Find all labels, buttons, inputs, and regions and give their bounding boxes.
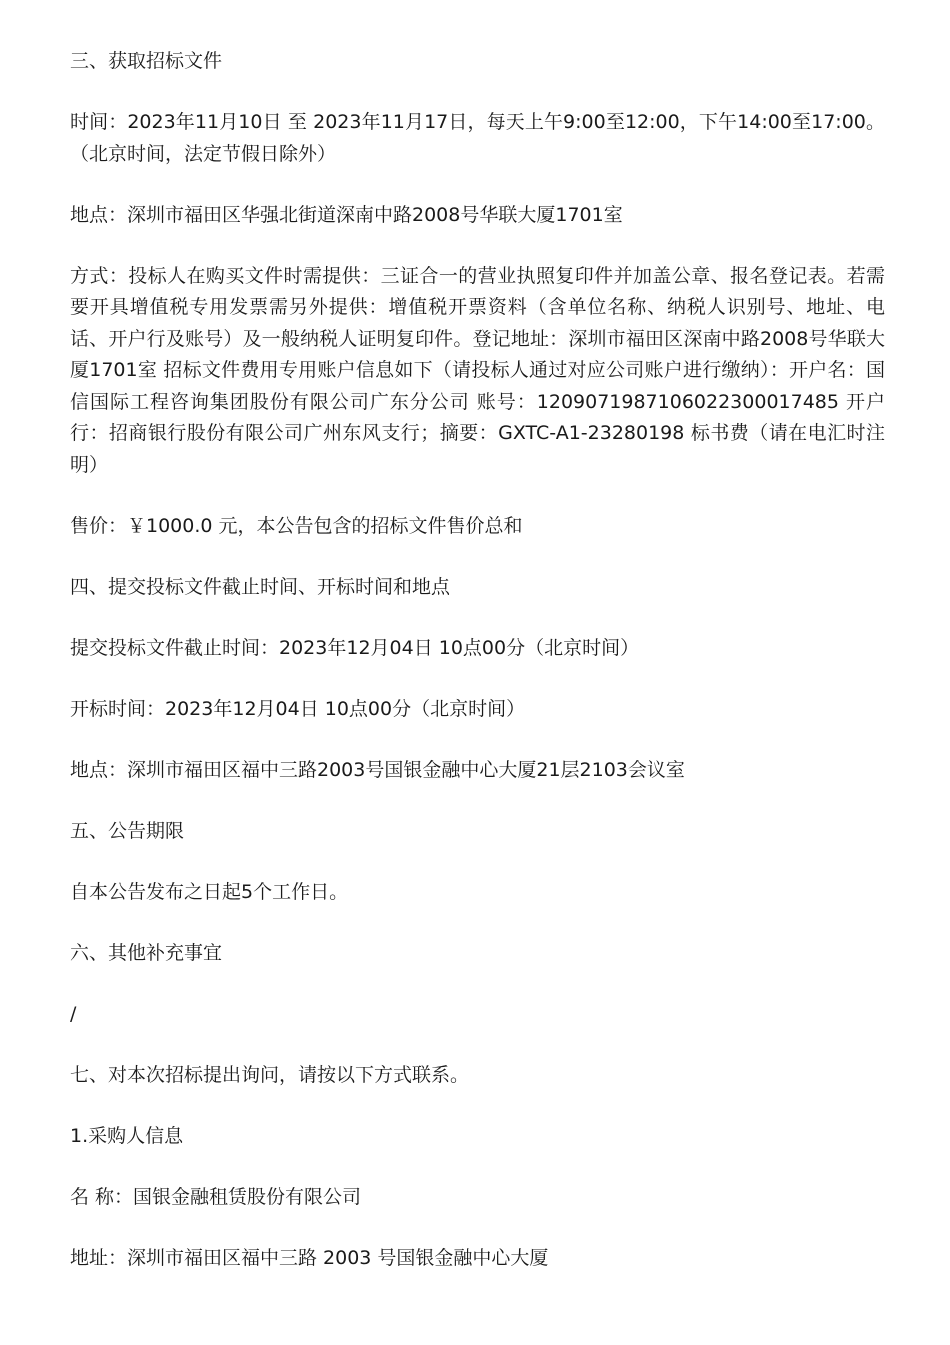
- purchaser-name: 名 称：国银金融租赁股份有限公司: [70, 1185, 362, 1208]
- purchaser-address: 地址：深圳市福田区福中三路 2003 号国银金融中心大厦: [70, 1246, 549, 1269]
- section-5-heading: 五、公告期限: [70, 819, 185, 842]
- section-7-heading: 七、对本次招标提出询问，请按以下方式联系。: [70, 1063, 470, 1086]
- section-7-subheading: 1.采购人信息: [70, 1124, 184, 1147]
- section-3-location: 地点：深圳市福田区华强北街道深南中路2008号华联大厦1701室: [70, 203, 623, 226]
- section-5-content: 自本公告发布之日起5个工作日。: [70, 880, 349, 903]
- section-4-location: 地点：深圳市福田区福中三路2003号国银金融中心大厦21层2103会议室: [70, 758, 685, 781]
- section-3-method: 方式：投标人在购买文件时需提供：三证合一的营业执照复印件并加盖公章、报名登记表。若需要开具增值税专用发票需另外提供：增值税开票资料（含单位名称、纳税人识别号、地址、电话、开户行及账号）及一般纳税人证明复印件。登记地址：深圳市福田区深南中路2008号华联大厦1701室 招标文件费用专用账户信息如下（请投标人通过对应公司账户进行缴纳）：开户名：国信国际工程咨询集团股份有限公司广东分公司 账号：120907198710602230001748​5 开户行：招商银行股份有限公司广州东风支行；摘要：GXTC-A1-23280198 标书费（请在电汇时注明）: [70, 264, 885, 476]
- section-3-price: 售价：￥1000.0 元，本公告包含的招标文件售价总和: [70, 514, 523, 537]
- section-4-opening-time: 开标时间：2023年12月04日 10点00分（北京时间）: [70, 697, 526, 720]
- section-3-heading: 三、获取招标文件: [70, 50, 223, 72]
- announcement-document: [70, 46, 885, 1304]
- section-6-heading: 六、其他补充事宜: [70, 941, 223, 964]
- section-6-content: /: [70, 1002, 77, 1025]
- section-3-time: 时间：2023年11月10日 至 2023年11月17日，每天上午9:00至12:00，下午14:00至17:00。（北京时间，法定节假日除外）: [70, 111, 885, 165]
- section-4-deadline: 提交投标文件截止时间：2023年12月04日 10点00分（北京时间）: [70, 636, 640, 659]
- section-4-heading: 四、提交投标文件截止时间、开标时间和地点: [70, 575, 451, 598]
